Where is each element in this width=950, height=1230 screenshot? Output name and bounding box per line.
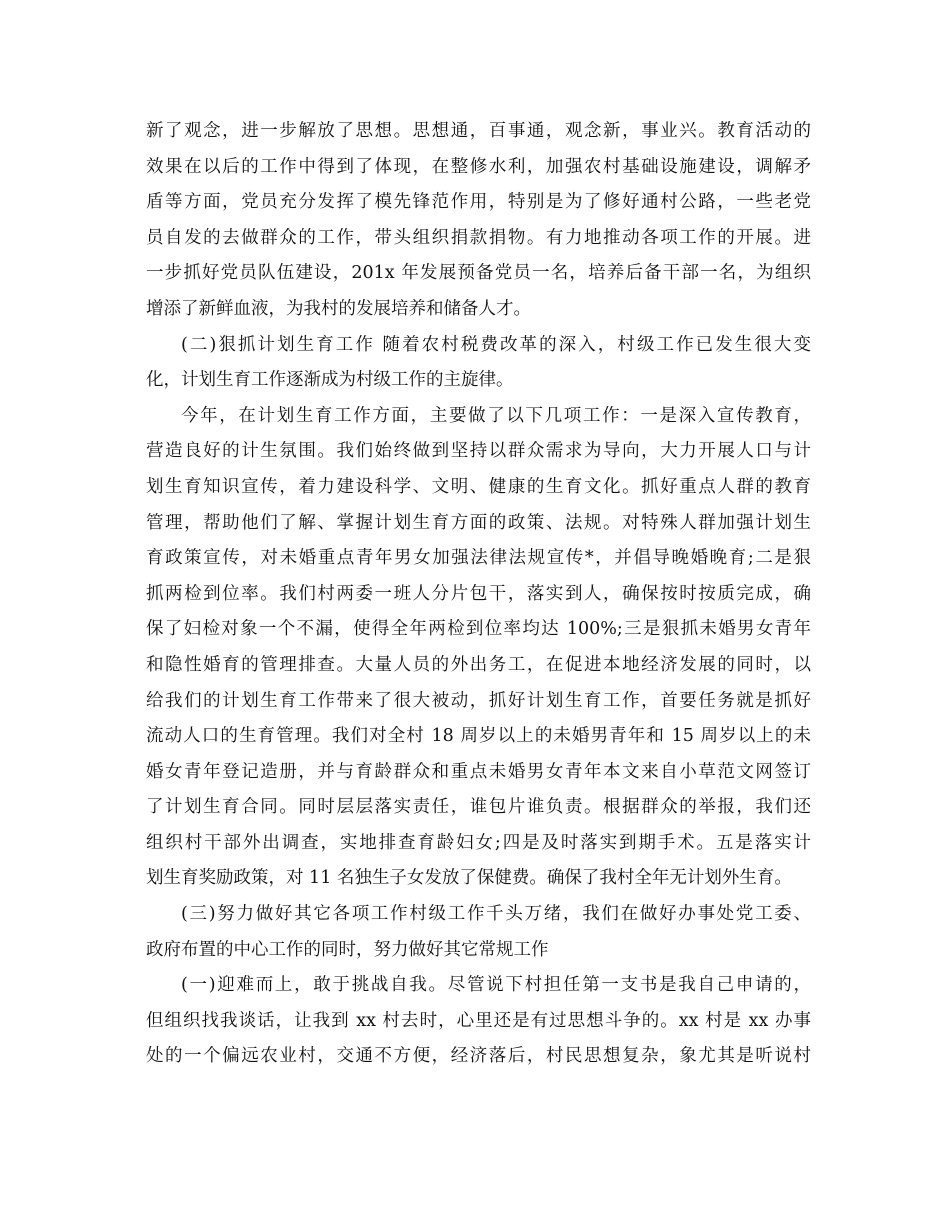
text-line: 但组织找我谈话，让我到 xx 村去时，心里还是有过思想斗争的。xx 村是 xx 办事 — [146, 1010, 811, 1031]
text-line: 给我们的计划生育工作带来了很大被动，抓好计划生育工作，首要任务就是抓好 — [146, 690, 811, 711]
text-line: 和隐性婚育的管理排查。大量人员的外出务工，在促进本地经济发展的同时，以 — [146, 654, 811, 675]
text-line: 增添了新鲜血液，为我村的发展培养和储备人才。 — [146, 298, 531, 319]
text-line: 效果在以后的工作中得到了体现，在整修水利，加强农村基础设施建设，调解矛 — [146, 156, 811, 177]
paragraph-start-line: 今年，在计划生育工作方面，主要做了以下几项工作：一是深入宣传教育， — [181, 405, 811, 426]
document-body — [146, 116, 811, 1077]
text-line: 新了观念，进一步解放了思想。思想通，百事通，观念新，事业兴。教育活动的 — [146, 121, 811, 141]
text-line: 了计划生育合同。同时层层落实责任，谁包片谁负责。根据群众的举报，我们还 — [146, 797, 811, 818]
text-line: 化，计划生育工作逐渐成为村级工作的主旋律。 — [146, 370, 514, 391]
text-line: 划生育知识宣传，着力建设科学、文明、健康的生育文化。抓好重点人群的教育 — [146, 476, 811, 497]
text-line: 育政策宣传，对未婚重点青年男女加强法律法规宣传*，并倡导晚婚晚育;二是狠 — [146, 548, 811, 569]
section-heading-line: (三)努力做好其它各项工作村级工作千头万绪，我们在做好办事处党工委、 — [181, 904, 811, 925]
text-line: 管理，帮助他们了解、掌握计划生育方面的政策、法规。对特殊人群加强计划生 — [146, 512, 811, 533]
text-line: 划生育奖励政策，对 11 名独生子女发放了保健费。确保了我村全年无计划外生育。 — [146, 868, 792, 889]
text-line: 抓两检到位率。我们村两委一班人分片包干，落实到人，确保按时按质完成，确 — [146, 583, 811, 604]
text-line: 婚女青年登记造册，并与育龄群众和重点未婚男女青年本文来自小草范文网签订 — [146, 761, 811, 782]
text-line: 流动人口的生育管理。我们对全村 18 周岁以上的未婚男青年和 15 周岁以上的未 — [146, 726, 811, 747]
text-line: 政府布置的中心工作的同时，努力做好其它常规工作 — [146, 939, 549, 960]
section-heading-line: (一)迎难而上，敢于挑战自我。尽管说下村担任第一支书是我自己申请的， — [181, 975, 811, 996]
section-heading-line: (二)狠抓计划生育工作 随着农村税费改革的深入，村级工作已发生很大变 — [181, 334, 811, 355]
text-line: 处的一个偏远农业村，交通不方便，经济落后，村民思想复杂，象尤其是听说村 — [146, 1046, 811, 1067]
text-line: 营造良好的计生氛围。我们始终做到坚持以群众需求为导向，大力开展人口与计 — [146, 441, 811, 462]
text-line: 盾等方面，党员充分发挥了模先锋范作用，特别是为了修好通村公路，一些老党 — [146, 192, 811, 213]
text-line: 组织村干部外出调查，实地排查育龄妇女;四是及时落实到期手术。五是落实计 — [146, 832, 811, 853]
text-line: 保了妇检对象一个不漏，使得全年两检到位率均达 100%;三是狠抓未婚男女青年 — [146, 619, 811, 640]
text-line: 员自发的去做群众的工作，带头组织捐款捐物。有力地推动各项工作的开展。进 — [146, 227, 811, 248]
text-line: 一步抓好党员队伍建设，201x 年发展预备党员一名，培养后备干部一名，为组织 — [146, 263, 811, 284]
